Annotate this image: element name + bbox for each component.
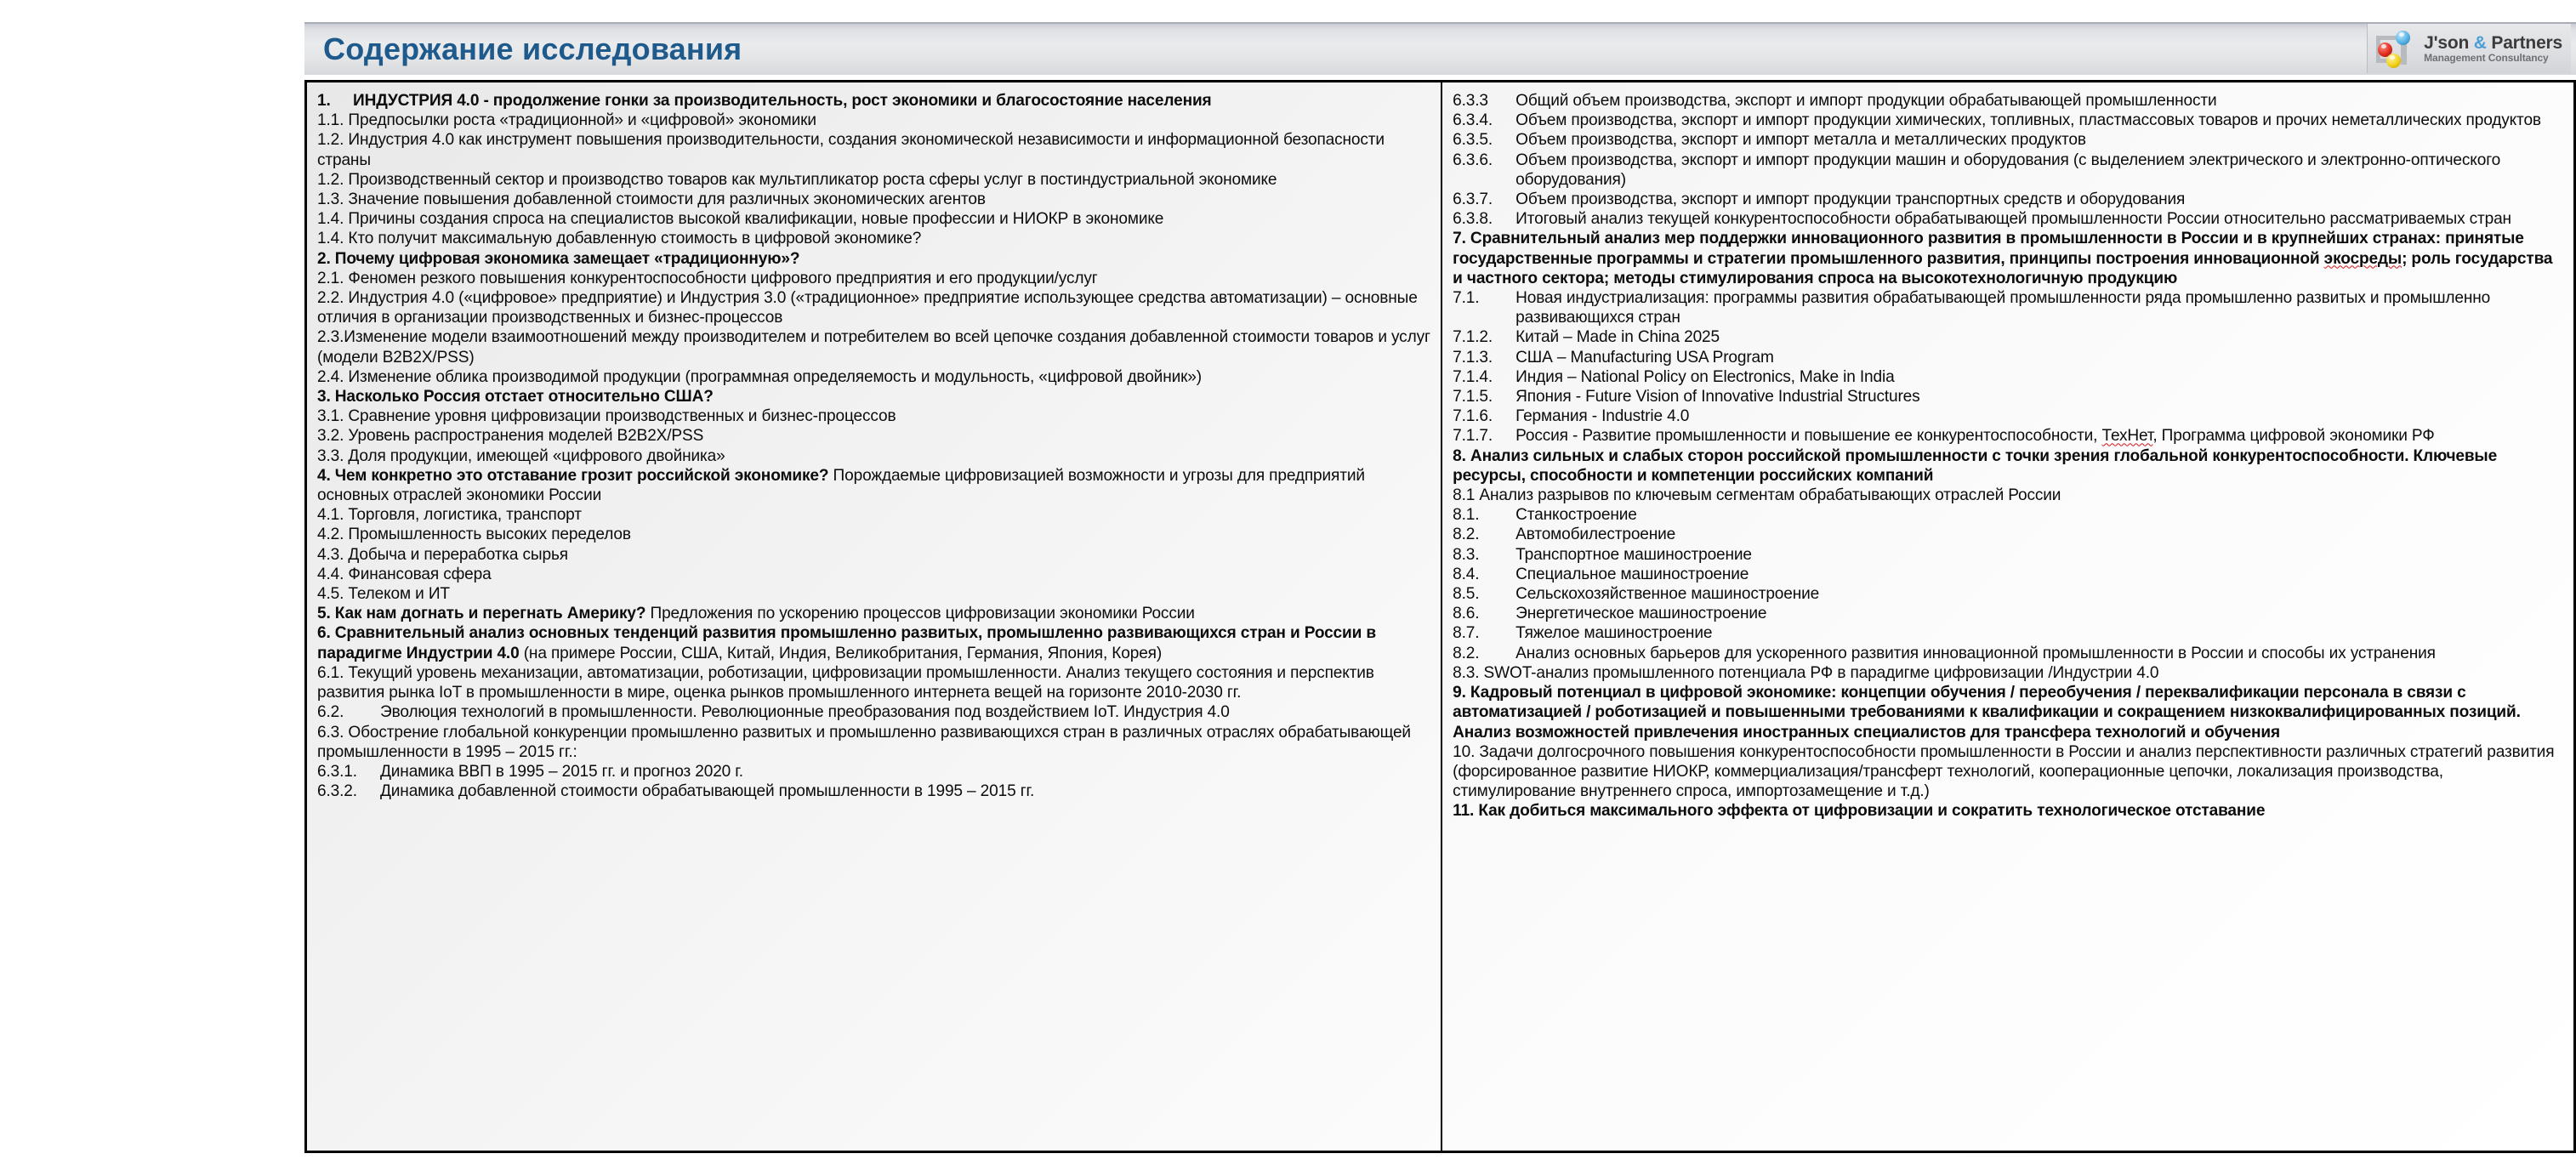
toc-entry bbox=[1453, 406, 2565, 426]
toc-entry-number: 8.7. bbox=[1453, 624, 1480, 643]
toc-entry bbox=[317, 762, 1432, 781]
toc-entry bbox=[1453, 426, 2565, 446]
toc-entry: 3.1. Сравнение уровня цифровизации производственных и бизнес-процессов bbox=[317, 407, 896, 426]
toc-entry: 2.4. Изменение облика производимой продукции (программная определяемость и модульность, «цифровой двойник») bbox=[317, 367, 1202, 386]
toc-entry-text: Китай – Made in China 2025 bbox=[1515, 328, 1720, 347]
toc-entry-number: 8.1. bbox=[1453, 506, 1480, 525]
toc-entry-text: Предложения по ускорению процессов цифровизации экономики России bbox=[645, 605, 1195, 623]
toc-entry-text: Энергетическое машиностроение bbox=[1515, 605, 1767, 623]
toc-entry bbox=[1453, 327, 2565, 347]
toc-entry-text: Объем производства, экспорт и импорт продукции транспортных средств и оборудования bbox=[1515, 190, 2186, 209]
toc-entry: 2.1. Феномен резкого повышения конкурентоспособности цифрового предприятия и его продукции/услуг bbox=[317, 269, 1098, 287]
toc-entry-heading: 4. Чем конкретно это отставание грозит российской экономике? bbox=[317, 466, 829, 485]
toc-entry-number: 6.2. bbox=[317, 703, 344, 722]
toc-entry bbox=[1453, 584, 2565, 604]
toc-left-column bbox=[307, 82, 1442, 1151]
toc-entry: 3. Насколько Россия отстает относительно США? bbox=[317, 388, 714, 406]
logo-tagline: Management Consultancy bbox=[2424, 51, 2549, 64]
toc-entry bbox=[1453, 525, 2565, 544]
toc-entry-number: 7.1.2. bbox=[1453, 328, 1493, 347]
toc-entry-number: 8.5. bbox=[1453, 585, 1480, 604]
toc-entry-text: Транспортное машиностроение bbox=[1515, 545, 1752, 564]
toc-entry bbox=[317, 91, 1432, 111]
logo-bar-icon bbox=[2401, 43, 2407, 65]
toc-entry: 1.1. Предпосылки роста «традиционной» и «цифровой» экономики bbox=[317, 111, 816, 130]
toc-entry bbox=[1453, 91, 2565, 111]
toc-entry: 10. Задачи долгосрочного повышения конкурентоспособности промышленности в России и анализ перспективности различных стратегий развития (форсированное развитие НИОКР, коммерциализация/трансферт технологий, кооперационные цепочки, локализация производства, стимулирование внутреннего спроса, импортозамещение и т.д.) bbox=[1453, 742, 2555, 801]
toc-entry bbox=[1453, 604, 2565, 623]
toc-entry: 8. Анализ сильных и слабых сторон российской промышленности с точки зрения глобальной конкурентоспособности. Ключевые ресурсы, способности и компетенции российских компаний bbox=[1453, 446, 2498, 485]
toc-entry-text: Динамика добавленной стоимости обрабатывающей промышленности в 1995 – 2015 гг. bbox=[380, 782, 1035, 801]
toc-entry-text: (на примере России, США, Китай, Индия, Великобритания, Германия, Япония, Корея) bbox=[519, 644, 1163, 662]
toc-entry-text: Автомобилестроение bbox=[1515, 526, 1676, 544]
toc-entry: 4.3. Добыча и переработка сырья bbox=[317, 545, 568, 564]
toc-entry-text: Объем производства, экспорт и импорт продукции машин и оборудования (с выделением электрического и электронно-оптического оборудования) bbox=[1515, 151, 2501, 189]
slide-header bbox=[304, 22, 2576, 75]
toc-entry-text: Тяжелое машиностроение bbox=[1515, 624, 1713, 643]
toc-entry: 1.4. Причины создания спроса на специалистов высокой квалификации, новые профессии и НИОКР в экономике bbox=[317, 210, 1164, 229]
toc-entry: 4.5. Телеком и ИТ bbox=[317, 585, 450, 604]
toc-entry bbox=[317, 466, 1432, 505]
toc-entry bbox=[1453, 209, 2565, 229]
logo-text-block bbox=[2424, 34, 2562, 64]
toc-entry: 11. Как добиться максимального эффекта от цифровизации и сократить технологическое отставание bbox=[1453, 802, 2266, 821]
toc-entry bbox=[1453, 623, 2565, 643]
logo-company-name bbox=[2424, 34, 2562, 53]
toc-entry bbox=[1453, 644, 2565, 663]
toc-entry-text: Объем производства, экспорт и импорт металла и металлических продуктов bbox=[1515, 131, 2086, 150]
toc-entry-text: Станкостроение bbox=[1515, 506, 1637, 525]
toc-entry bbox=[1453, 565, 2565, 584]
toc-entry-number: 8.2. bbox=[1453, 644, 1480, 662]
toc-entry bbox=[1453, 151, 2565, 190]
toc-entry-number: 6.3.1. bbox=[317, 762, 357, 781]
toc-entry-text: ИНДУСТРИЯ 4.0 - продолжение гонки за производительность, рост экономики и благосостояние населения bbox=[353, 92, 1212, 110]
toc-entry-number: 6.3.4. bbox=[1453, 111, 1493, 130]
toc-entry: 9. Кадровый потенциал в цифровой экономике: концепции обучения / переобучения / переквалификации персонала в связи с автоматизацией / роботизацией и повышенными требованиями к квалификации и сокращением низкоквалифицированных позиций. Анализ возможностей привлечения иностранных специалистов для трансфера технологий и обучения bbox=[1453, 684, 2521, 742]
toc-entry-number: 6.3.7. bbox=[1453, 190, 1493, 209]
yellow-sphere-icon bbox=[2386, 54, 2401, 68]
toc-entry-number: 1. bbox=[317, 92, 331, 110]
toc-entry-text: Итоговый анализ текущей конкурентоспособности обрабатывающей промышленности России относительно рассматриваемых стран bbox=[1515, 210, 2511, 229]
toc-entry: 8.1 Анализ разрывов по ключевым сегментам обрабатывающих отраслей России bbox=[1453, 486, 2061, 505]
toc-entry: 4.2. Промышленность высоких переделов bbox=[317, 526, 631, 544]
toc-entry-number: 8.2. bbox=[1453, 526, 1480, 544]
toc-entry: 8.3. SWOT-анализ промышленного потенциала РФ в парадигме цифровизации /Индустрии 4.0 bbox=[1453, 663, 2159, 682]
toc-entry bbox=[1453, 288, 2565, 327]
toc-entry: 1.3. Значение повышения добавленной стоимости для различных экономических агентов bbox=[317, 190, 986, 209]
toc-entry-text: Новая индустриализация: программы развития обрабатывающей промышленности ряда промышленно развитых и промышленно развивающихся стран bbox=[1515, 289, 2491, 327]
toc-entry bbox=[1453, 348, 2565, 367]
toc-entry-number: 8.6. bbox=[1453, 605, 1480, 623]
toc-entry bbox=[317, 623, 1432, 662]
toc-entry: 2.2. Индустрия 4.0 («цифровое» предприятие) и Индустрия 3.0 («традиционное» предприятие использующее средства автоматизации) – основные отличия в организации производственных и бизнес-процессов bbox=[317, 289, 1418, 327]
toc-entry-text: Япония - Future Vision of Innovative Industrial Structures bbox=[1515, 388, 1920, 406]
toc-entry bbox=[1453, 545, 2565, 565]
logo-name-part2: Partners bbox=[2486, 32, 2562, 53]
toc-entry-text: Сельскохозяйственное машиностроение bbox=[1515, 585, 1820, 604]
toc-entry-number: 7.1.3. bbox=[1453, 348, 1493, 367]
toc-entry: 1.4. Кто получит максимальную добавленную стоимость в цифровой экономике? bbox=[317, 230, 922, 248]
toc-entry-number: 7.1.6. bbox=[1453, 407, 1493, 426]
toc-entry-number: 8.3. bbox=[1453, 545, 1480, 564]
toc-entry-text: Порождаемые цифровизацией возможности и угрозы для предприятий основных отраслей экономики России bbox=[317, 466, 1365, 505]
toc-entry: 1.2. Производственный сектор и производство товаров как мультипликатор роста сферы услуг в постиндустриальной экономике bbox=[317, 170, 1277, 189]
toc-entry: 2.3.Изменение модели взаимоотношений между производителем и потребителем во всей цепочке создания добавленной стоимости товаров и услуг (модели B2B2X/PSS) bbox=[317, 328, 1430, 367]
toc-entry bbox=[317, 604, 1432, 623]
toc-entry-text: Германия - Industrie 4.0 bbox=[1515, 407, 1690, 426]
toc-entry-text: США – Manufacturing USA Program bbox=[1515, 348, 1774, 367]
toc-entry bbox=[317, 781, 1432, 801]
toc-entry-number: 7.1.7. bbox=[1453, 427, 1493, 446]
toc-entry-text: Общий объем производства, экспорт и импорт продукции обрабатывающей промышленности bbox=[1515, 92, 2217, 110]
toc-entry-number: 6.3.8. bbox=[1453, 210, 1493, 229]
toc-entry bbox=[1453, 130, 2565, 150]
logo-mark-icon bbox=[2373, 29, 2417, 68]
toc-entry-number: 6.3.6. bbox=[1453, 151, 1493, 169]
toc-entry-number: 6.3.5. bbox=[1453, 131, 1493, 150]
toc-entry: 1.2. Индустрия 4.0 как инструмент повышения производительности, создания экономической независимости и информационной безопасности страны bbox=[317, 131, 1385, 169]
table-of-contents bbox=[304, 80, 2576, 1153]
company-logo bbox=[2367, 24, 2571, 73]
toc-entry-text: Эволюция технологий в промышленности. Революционные преобразования под воздействием IoT. Индустрия 4.0 bbox=[380, 703, 1230, 722]
toc-entry-number: 6.3.3 bbox=[1453, 92, 1488, 110]
toc-entry-text: Россия - Развитие промышленности и повышение ее конкурентоспособности, ТехНет, Программа цифровой экономики РФ bbox=[1515, 427, 2435, 446]
toc-entry: 7. Сравнительный анализ мер поддержки инновационного развития в промышленности в России и в крупнейших странах: принятые государственные программы и стратегии промышленного развития, принципы построения инновационной экосреды; роль государства и частного сектора; методы стимулирования спроса на высокотехнологичную продукцию bbox=[1453, 230, 2553, 287]
toc-entry bbox=[1453, 387, 2565, 406]
toc-entry-text: Анализ основных барьеров для ускоренного развития инновационной промышленности в России и способы их устранения bbox=[1515, 644, 2436, 662]
logo-name-part1: J'son bbox=[2424, 32, 2474, 53]
toc-entry bbox=[1453, 190, 2565, 209]
logo-ampersand: & bbox=[2473, 32, 2487, 53]
toc-entry: 4.1. Торговля, логистика, транспорт bbox=[317, 506, 582, 525]
misspelled-word: ТехНет bbox=[2101, 427, 2153, 446]
toc-right-column bbox=[1442, 82, 2573, 1151]
toc-entry-number: 7.1.4. bbox=[1453, 367, 1493, 386]
toc-entry-number: 6.3.2. bbox=[317, 782, 357, 801]
toc-entry bbox=[1453, 505, 2565, 525]
toc-entry-heading: 6. Сравнительный анализ основных тенденций развития промышленно развитых, промышленно развивающихся стран и России в парадигме Индустрии 4.0 bbox=[317, 624, 1376, 662]
toc-entry bbox=[1453, 111, 2565, 130]
toc-entry-heading: 5. Как нам догнать и перегнать Америку? bbox=[317, 605, 646, 623]
toc-entry-number: 7.1.5. bbox=[1453, 388, 1493, 406]
toc-entry: 6.1. Текущий уровень механизации, автоматизации, роботизации, цифровизации промышленности. Анализ текущего состояния и перспектив развития рынка IoT в промышленности в мире, оценка рынков промышленного интернета вещей на горизонте 2010-2030 гг. bbox=[317, 663, 1374, 702]
toc-entry-text: Специальное машиностроение bbox=[1515, 565, 1749, 583]
toc-entry: 2. Почему цифровая экономика замещает «традиционную»? bbox=[317, 249, 800, 268]
toc-entry: 3.3. Доля продукции, имеющей «цифрового двойника» bbox=[317, 446, 725, 465]
misspelled-word: экосреды bbox=[2323, 249, 2403, 268]
toc-entry bbox=[1453, 367, 2565, 387]
toc-entry-number: 7.1. bbox=[1453, 289, 1480, 308]
toc-entry-text: Динамика ВВП в 1995 – 2015 гг. и прогноз 2020 г. bbox=[380, 762, 743, 781]
toc-entry-text: Индия – National Policy on Electronics, Make in India bbox=[1515, 367, 1895, 386]
toc-entry-text: Объем производства, экспорт и импорт продукции химических, топливных, пластмассовых товаров и прочих неметаллических продуктов bbox=[1515, 111, 2541, 130]
toc-entry-number: 8.4. bbox=[1453, 565, 1480, 583]
toc-entry: 3.2. Уровень распространения моделей B2B2X/PSS bbox=[317, 427, 704, 446]
toc-entry bbox=[317, 702, 1432, 722]
page-title: Содержание исследования bbox=[323, 31, 742, 66]
blue-sphere-icon bbox=[2396, 31, 2410, 45]
toc-entry: 4.4. Финансовая сфера bbox=[317, 565, 492, 583]
toc-entry: 6.3. Обострение глобальной конкуренции промышленно развитых и промышленно развивающихся стран в различных отраслях обрабатывающей промышленности в 1995 – 2015 гг.: bbox=[317, 723, 1411, 761]
